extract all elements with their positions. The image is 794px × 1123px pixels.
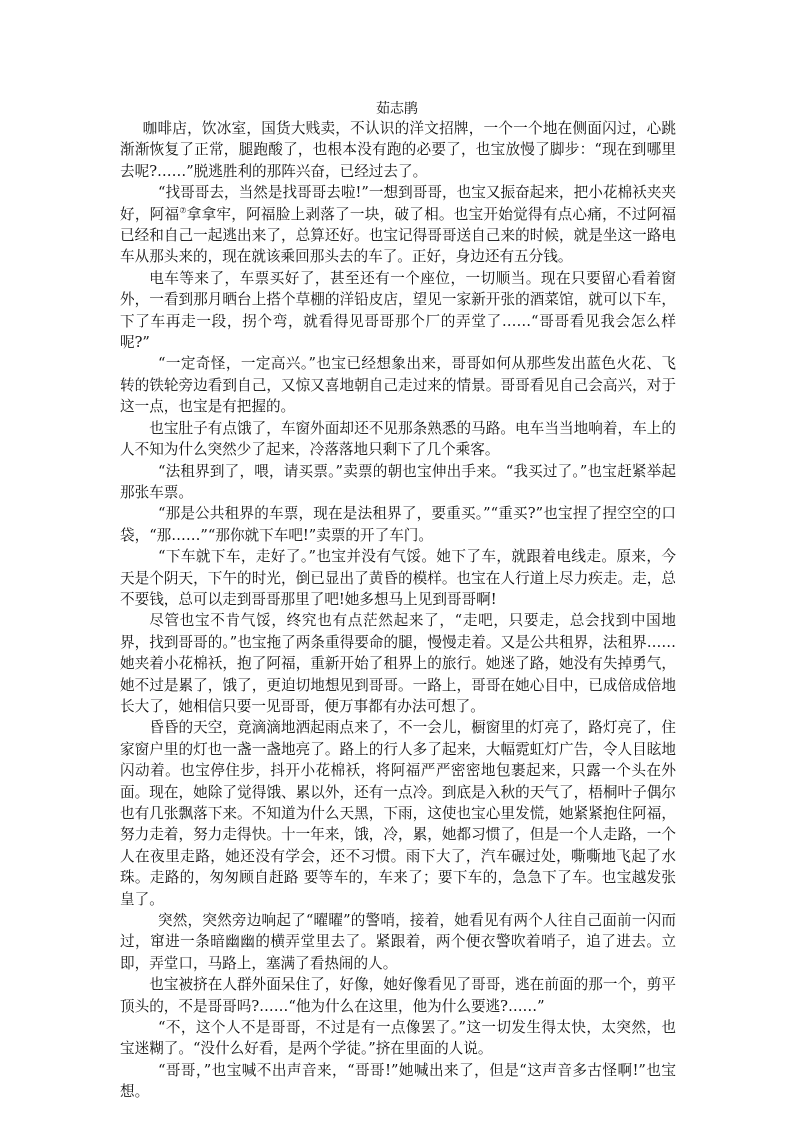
- author-name: 茹志鹃: [376, 101, 418, 117]
- paragraph-text: 拿拿牢，阿福脸上剥落了一块，破了相。也宝开始觉得有点心痛，不过阿福已经和自己一起逃出来了，总算还好。也宝记得哥哥送自己来的时候，就是坐这一路电车从那头来的，现在就该乘回那头去的车了。正好，身边还有五分钱。: [120, 205, 676, 266]
- paragraph: “那是公共租界的车票，现在是法租界了，要重买。”“重买?”也宝捏了捏空空的口袋，“那……”“那你就下车吧!”卖票的开了车门。: [120, 505, 676, 544]
- paragraph: 也宝被挤在人群外面呆住了，好像，她好像看见了哥哥，逃在前面的那一个，剪平顶头的，不是哥哥吗?……“他为什么在这里，他为什么要逃?……”: [120, 976, 676, 1015]
- paragraph: “下车就下车，走好了。”也宝并没有气馁。她下了车，就跟着电线走。原来，今天是个阴天，下午的时光，倒已显出了黄昏的模样。也宝在人行道上尽力疾走。走，总不要钱，总可以走到哥哥那里了吧!她多想马上见到哥哥啊!: [120, 548, 676, 608]
- paragraph: 尽管也宝不肯气馁，终究也有点茫然起来了，“走吧，只要走，总会找到中国地界，找到哥哥的。”也宝拖了两条重得要命的腿，慢慢走着。又是公共租界，法租界……她夹着小花棉袄，抱了阿福，重新开始了租界上的旅行。她迷了路，她没有失掉勇气，她不过是累了，饿了，更迫切地想见到哥哥。一路上，哥哥在她心目中，已成倍成倍地长大了，她相信只要一见哥哥，便万事都有办法可想了。: [120, 612, 676, 715]
- footnote-mark: ⑦: [179, 205, 187, 215]
- paragraph: 电车等来了，车票买好了，甚至还有一个座位，一切顺当。现在只要留心看着窗外，一看到那月晒台上搭个草棚的洋铅皮店，望见一家新开张的酒菜馆，就可以下车，下了车再走一段，拐个弯，就看得见哥哥那个厂的弄堂了……“哥哥看见我会怎么样呢?”: [120, 269, 676, 352]
- paragraph: “法租界到了，喂，请买票。”卖票的朝也宝伸出手来。“我买过了。”也宝赶紧举起那张车票。: [120, 462, 676, 501]
- paragraph: 咖啡店，饮冰室，国货大贱卖，不认识的洋文招牌，一个一个地在侧面闪过，心跳渐渐恢复了正常，腿跑酸了，也根本没有跑的必要了，也宝放慢了脚步：“现在到哪里去呢?……”脱逃胜利的那阵兴奋，已经过去了。: [120, 120, 676, 180]
- paragraph: “不，这个人不是哥哥，不过是有一点像罢了。”这一切发生得太快，太突然，也宝迷糊了。“没什么好看，是两个学徒。”挤在里面的人说。: [120, 1019, 676, 1058]
- paragraph: 也宝肚子有点饿了，车窗外面却还不见那条熟悉的马路。电车当当地响着，车上的人不知为什么突然少了起来，冷落落地只剩下了几个乘客。: [120, 419, 676, 459]
- paragraph-text: “找哥哥去，当然是找哥哥去啦!”一想到哥哥，也宝又振奋起来，把小花棉袄夹夹好，阿福: [120, 184, 676, 223]
- paragraph: “哥哥，”也宝喊不出声音来，“哥哥!”她喊出来了，但是“这声音多古怪啊!”也宝想。: [120, 1061, 676, 1101]
- paragraph: 突然，突然旁边响起了“曜曜”的警哨，接着，她看见有两个人往自己面前一闪而过，窜进一条暗幽幽的横弄堂里去了。紧跟着，两个便衣警吹着哨子，追了进去。立即，弄堂口，马路上，塞满了看热闹的人。: [120, 912, 676, 972]
- story-body: [120, 118, 676, 1103]
- paragraph: [120, 182, 676, 268]
- paragraph: 昏昏的天空，竟滴滴地洒起雨点来了，不一会儿，橱窗里的灯亮了，路灯亮了，住家窗户里的灯也一盏一盏地亮了。路上的行人多了起来，大幅霓虹灯广告，令人目眩地闪动着。也宝停住步，抖开小花棉袄，将阿福严严密密地包裹起来，只露一个头在外面。现在，她除了觉得饿、累以外，还有一点冷。到底是入秋的天气了，梧桐叶子偶尔也有几张飘落下来。不知道为什么天黑，下雨，这使也宝心里发慌，她紧紧抱住阿福，努力走着，努力走得快。十一年来，饿，冷，累，她都习惯了，但是一个人走路，一个人在夜里走路，她还没有学会，还不习惯。雨下大了，汽车碾过处，嘶嘶地飞起了水珠。走路的，匆匆顾自赶路 要等车的，车来了；要下车的，急急下了车。也宝越发张皇了。: [120, 719, 676, 908]
- paragraph: “一定奇怪，一定高兴。”也宝已经想象出来，哥哥如何从那些发出蓝色火花、飞转的铁轮旁边看到自己，又惊又喜地朝自己走过来的情景。哥哥看见自己会高兴，对于这一点，也宝是有把握的。: [120, 355, 676, 416]
